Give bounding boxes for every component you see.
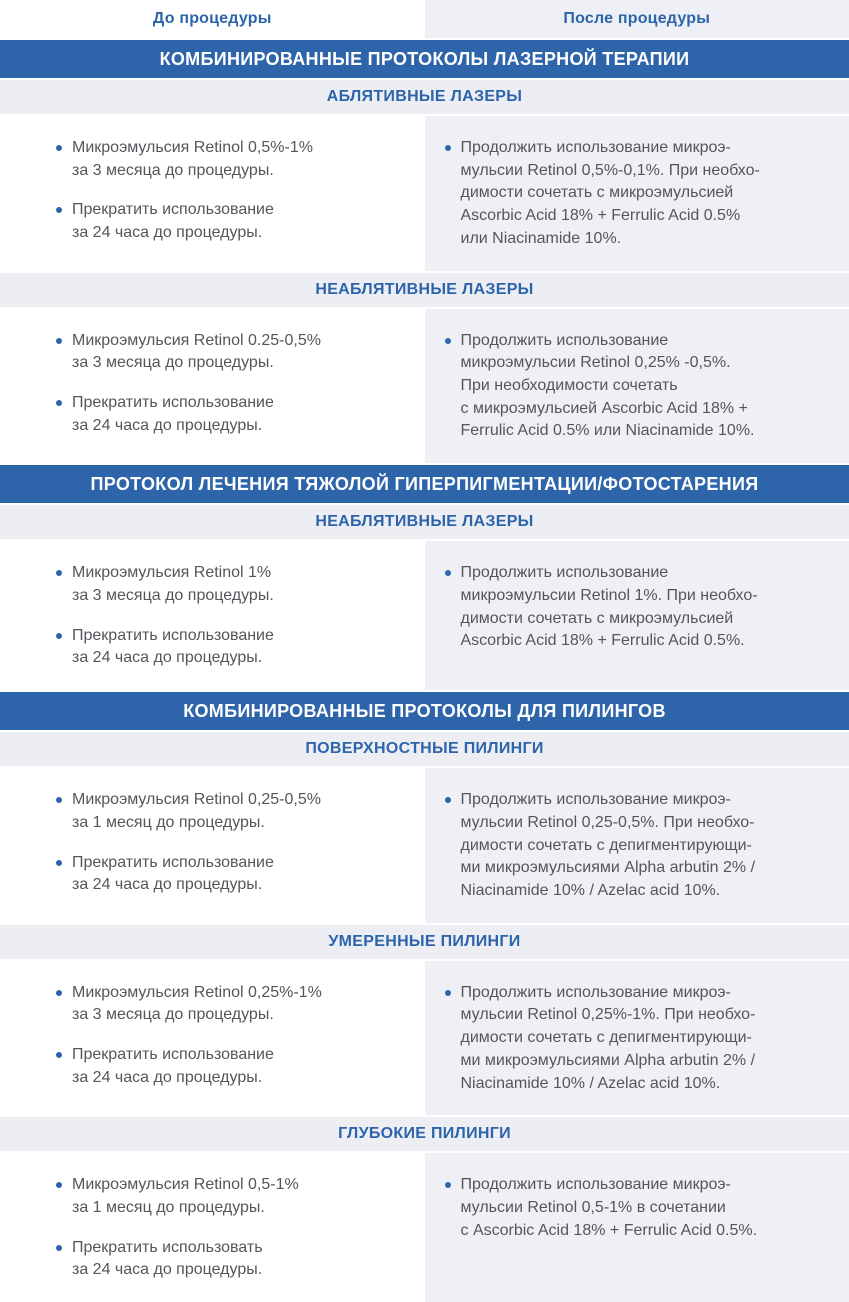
subsection-banner-nonablative-lasers-2: НЕАБЛЯТИВНЫЕ ЛАЗЕРЫ: [0, 505, 849, 539]
bullet-icon: [56, 145, 62, 151]
bullet-icon: [56, 570, 62, 576]
subsection-banner-ablative-lasers: АБЛЯТИВНЫЕ ЛАЗЕРЫ: [0, 80, 849, 114]
list-item-text: Продолжить использование микроэ- мульсии Retinol 0,25%-1%. При необхо- димости сочетать с депигментирующи- ми микроэмульсиями Alpha arbutin 2% / Niacinamide 10% / Azelac acid 10%.: [461, 982, 756, 1096]
before-cell: [0, 961, 425, 1116]
column-header-after: После процедуры: [425, 0, 849, 38]
list-item: [56, 1174, 401, 1219]
list-item-text: Продолжить использование микроэмульсии Retinol 1%. При необхо- димости сочетать с микроэмульсией Ascorbic Acid 18% + Ferrulic Acid 0.5%.: [461, 562, 758, 653]
after-cell: [425, 116, 849, 271]
bullet-icon: [445, 570, 451, 576]
list-item-text: Продолжить использование микроэ- мульсии Retinol 0,25-0,5%. При необхо- димости сочетать с депигментирующи- ми микроэмульсиями Alpha arbutin 2% / Niacinamide 10% / Azelac acid 10%.: [461, 789, 756, 903]
after-cell: [425, 768, 849, 923]
before-cell: [0, 116, 425, 271]
content-row: [0, 309, 849, 464]
list-item: [445, 137, 824, 251]
bullet-icon: [56, 860, 62, 866]
before-cell: [0, 1153, 425, 1302]
content-row: [0, 961, 849, 1116]
bullet-icon: [445, 797, 451, 803]
before-cell: [0, 768, 425, 923]
list-item-text: Продолжить использование микроэмульсии Retinol 0,25% -0,5%. При необходимости сочетать с микроэмульсией Ascorbic Acid 18% + Ferrulic Acid 0.5% или Niacinamide 10%.: [461, 330, 755, 444]
after-cell: [425, 541, 849, 690]
list-item: [56, 199, 401, 244]
list-item-text: Продолжить использование микроэ- мульсии Retinol 0,5-1% в сочетании с Ascorbic Acid 18% + Ferrulic Acid 0.5%.: [461, 1174, 758, 1242]
bullet-icon: [56, 207, 62, 213]
bullet-icon: [56, 1182, 62, 1188]
bullet-icon: [56, 633, 62, 639]
bullet-icon: [56, 797, 62, 803]
list-item: [56, 137, 401, 182]
content-row: [0, 1153, 849, 1302]
after-cell: [425, 1153, 849, 1302]
list-item-text: Прекратить использование за 24 часа до процедуры.: [72, 199, 274, 244]
list-item: [56, 392, 401, 437]
subsection-banner-nonablative-lasers: НЕАБЛЯТИВНЫЕ ЛАЗЕРЫ: [0, 273, 849, 307]
content-row: [0, 768, 849, 923]
list-item-text: Прекратить использование за 24 часа до процедуры.: [72, 852, 274, 897]
list-item: [445, 562, 824, 653]
subsection-banner-deep-peels: ГЛУБОКИЕ ПИЛИНГИ: [0, 1117, 849, 1151]
section-banner-hyperpigmentation: ПРОТОКОЛ ЛЕЧЕНИЯ ТЯЖОЛОЙ ГИПЕРПИГМЕНТАЦИИ/ФОТОСТАРЕНИЯ: [0, 465, 849, 503]
after-cell: [425, 309, 849, 464]
list-item-text: Микроэмульсия Retinol 0,5-1% за 1 месяц до процедуры.: [72, 1174, 299, 1219]
list-item: [56, 1044, 401, 1089]
list-item: [445, 789, 824, 903]
bullet-icon: [445, 990, 451, 996]
list-item-text: Микроэмульсия Retinol 1% за 3 месяца до процедуры.: [72, 562, 274, 607]
bullet-icon: [56, 1245, 62, 1251]
list-item: [56, 982, 401, 1027]
list-item-text: Микроэмульсия Retinol 0,5%-1% за 3 месяца до процедуры.: [72, 137, 313, 182]
list-item: [56, 789, 401, 834]
list-item: [56, 1237, 401, 1282]
content-row: [0, 116, 849, 271]
bullet-icon: [56, 338, 62, 344]
list-item: [445, 982, 824, 1096]
section-banner-laser-therapy: КОМБИНИРОВАННЫЕ ПРОТОКОЛЫ ЛАЗЕРНОЙ ТЕРАПИИ: [0, 40, 849, 78]
before-cell: [0, 309, 425, 464]
list-item: [56, 625, 401, 670]
list-item: [56, 330, 401, 375]
column-header-before: До процедуры: [0, 0, 425, 38]
bullet-icon: [445, 338, 451, 344]
list-item-text: Прекратить использование за 24 часа до процедуры.: [72, 625, 274, 670]
subsection-banner-moderate-peels: УМЕРЕННЫЕ ПИЛИНГИ: [0, 925, 849, 959]
column-header-row: [0, 0, 849, 38]
list-item-text: Микроэмульсия Retinol 0,25-0,5% за 1 месяц до процедуры.: [72, 789, 321, 834]
content-row: [0, 541, 849, 690]
list-item: [445, 1174, 824, 1242]
list-item: [445, 330, 824, 444]
bullet-icon: [56, 1052, 62, 1058]
list-item-text: Прекратить использование за 24 часа до процедуры.: [72, 1044, 274, 1089]
bullet-icon: [56, 990, 62, 996]
list-item-text: Микроэмульсия Retinol 0.25-0,5% за 3 месяца до процедуры.: [72, 330, 321, 375]
section-banner-peelings: КОМБИНИРОВАННЫЕ ПРОТОКОЛЫ ДЛЯ ПИЛИНГОВ: [0, 692, 849, 730]
list-item-text: Прекратить использовать за 24 часа до процедуры.: [72, 1237, 263, 1282]
list-item-text: Прекратить использование за 24 часа до процедуры.: [72, 392, 274, 437]
before-cell: [0, 541, 425, 690]
list-item: [56, 562, 401, 607]
subsection-banner-superficial-peels: ПОВЕРХНОСТНЫЕ ПИЛИНГИ: [0, 732, 849, 766]
list-item: [56, 852, 401, 897]
list-item-text: Продолжить использование микроэ- мульсии Retinol 0,5%-0,1%. При необхо- димости сочетать с микроэмульсией Ascorbic Acid 18% + Ferrulic Acid 0.5% или Niacinamide 10%.: [461, 137, 760, 251]
list-item-text: Микроэмульсия Retinol 0,25%-1% за 3 месяца до процедуры.: [72, 982, 322, 1027]
bullet-icon: [445, 145, 451, 151]
after-cell: [425, 961, 849, 1116]
bullet-icon: [56, 400, 62, 406]
bullet-icon: [445, 1182, 451, 1188]
